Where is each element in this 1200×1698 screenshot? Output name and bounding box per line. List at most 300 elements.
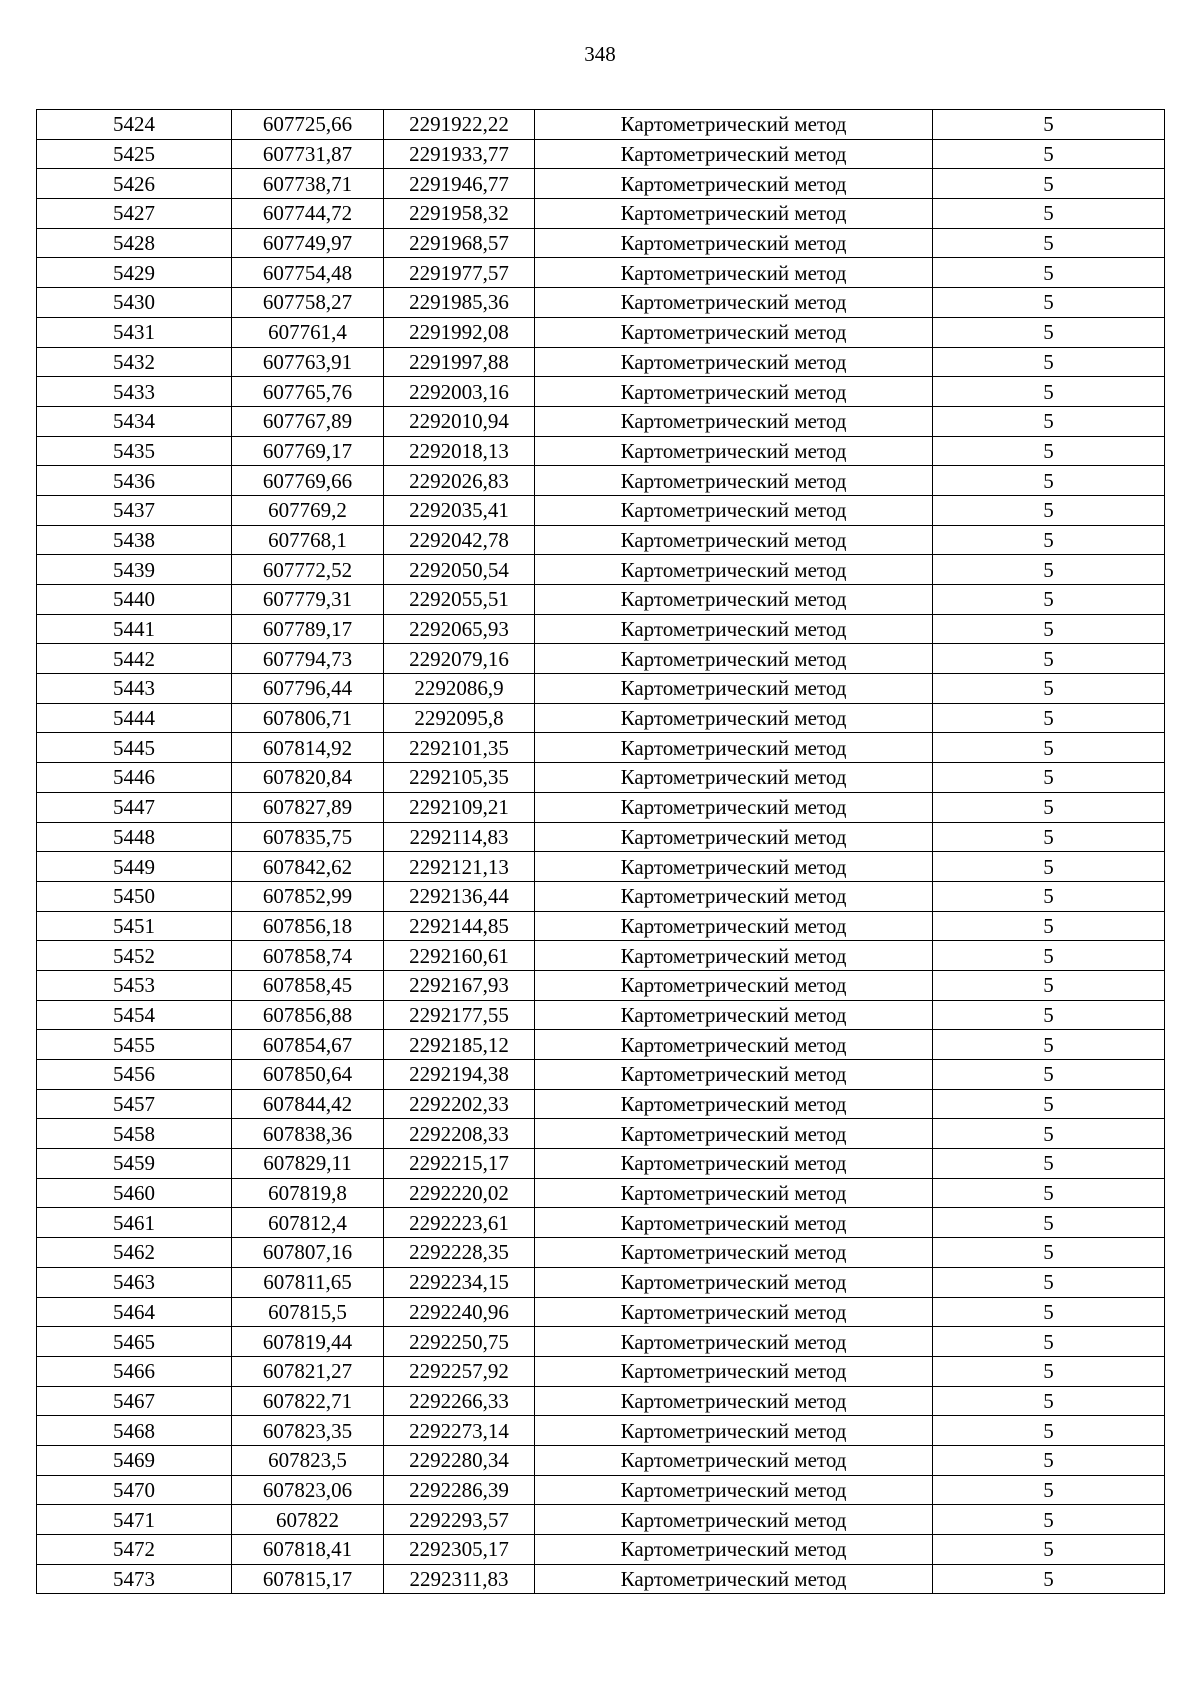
point-number-cell: 5443 [37,674,232,704]
point-number-cell: 5472 [37,1535,232,1565]
table-row [37,1386,1165,1416]
method-cell: Картометрический метод [535,1060,933,1090]
x-coordinate-cell: 607769,17 [232,436,384,466]
table-row [37,258,1165,288]
table-row [37,1535,1165,1565]
method-cell: Картометрический метод [535,1356,933,1386]
accuracy-cell: 5 [933,495,1165,525]
point-number-cell: 5468 [37,1416,232,1446]
x-coordinate-cell: 607852,99 [232,881,384,911]
table-row [37,763,1165,793]
point-number-cell: 5460 [37,1178,232,1208]
point-number-cell: 5434 [37,406,232,436]
method-cell: Картометрический метод [535,1119,933,1149]
point-number-cell: 5442 [37,644,232,674]
x-coordinate-cell: 607854,67 [232,1030,384,1060]
method-cell: Картометрический метод [535,1000,933,1030]
accuracy-cell: 5 [933,110,1165,140]
accuracy-cell: 5 [933,644,1165,674]
method-cell: Картометрический метод [535,406,933,436]
point-number-cell: 5461 [37,1208,232,1238]
method-cell: Картометрический метод [535,110,933,140]
x-coordinate-cell: 607769,2 [232,495,384,525]
method-cell: Картометрический метод [535,703,933,733]
point-number-cell: 5441 [37,614,232,644]
x-coordinate-cell: 607763,91 [232,347,384,377]
accuracy-cell: 5 [933,585,1165,615]
x-coordinate-cell: 607820,84 [232,763,384,793]
y-coordinate-cell: 2292042,78 [384,525,535,555]
method-cell: Картометрический метод [535,1535,933,1565]
point-number-cell: 5465 [37,1327,232,1357]
accuracy-cell: 5 [933,703,1165,733]
y-coordinate-cell: 2292194,38 [384,1060,535,1090]
coordinates-table [36,109,1165,1594]
x-coordinate-cell: 607822,71 [232,1386,384,1416]
x-coordinate-cell: 607850,64 [232,1060,384,1090]
y-coordinate-cell: 2292167,93 [384,970,535,1000]
x-coordinate-cell: 607844,42 [232,1089,384,1119]
point-number-cell: 5449 [37,852,232,882]
point-number-cell: 5452 [37,941,232,971]
point-number-cell: 5459 [37,1149,232,1179]
table-body [37,110,1165,1594]
accuracy-cell: 5 [933,169,1165,199]
accuracy-cell: 5 [933,970,1165,1000]
x-coordinate-cell: 607838,36 [232,1119,384,1149]
y-coordinate-cell: 2291946,77 [384,169,535,199]
x-coordinate-cell: 607796,44 [232,674,384,704]
x-coordinate-cell: 607829,11 [232,1149,384,1179]
y-coordinate-cell: 2291985,36 [384,288,535,318]
table-row [37,525,1165,555]
table-row [37,1327,1165,1357]
point-number-cell: 5470 [37,1475,232,1505]
y-coordinate-cell: 2292018,13 [384,436,535,466]
point-number-cell: 5462 [37,1238,232,1268]
y-coordinate-cell: 2292065,93 [384,614,535,644]
method-cell: Картометрический метод [535,1178,933,1208]
x-coordinate-cell: 607818,41 [232,1535,384,1565]
accuracy-cell: 5 [933,1030,1165,1060]
x-coordinate-cell: 607765,76 [232,377,384,407]
point-number-cell: 5433 [37,377,232,407]
accuracy-cell: 5 [933,1475,1165,1505]
point-number-cell: 5469 [37,1445,232,1475]
table-row [37,317,1165,347]
accuracy-cell: 5 [933,258,1165,288]
y-coordinate-cell: 2292220,02 [384,1178,535,1208]
accuracy-cell: 5 [933,1416,1165,1446]
method-cell: Картометрический метод [535,555,933,585]
y-coordinate-cell: 2292311,83 [384,1564,535,1594]
y-coordinate-cell: 2292026,83 [384,466,535,496]
y-coordinate-cell: 2292286,39 [384,1475,535,1505]
x-coordinate-cell: 607823,06 [232,1475,384,1505]
y-coordinate-cell: 2292121,13 [384,852,535,882]
y-coordinate-cell: 2292035,41 [384,495,535,525]
point-number-cell: 5431 [37,317,232,347]
table-row [37,911,1165,941]
accuracy-cell: 5 [933,1267,1165,1297]
method-cell: Картометрический метод [535,1149,933,1179]
table-row [37,852,1165,882]
point-number-cell: 5447 [37,792,232,822]
x-coordinate-cell: 607738,71 [232,169,384,199]
x-coordinate-cell: 607815,5 [232,1297,384,1327]
x-coordinate-cell: 607749,97 [232,228,384,258]
accuracy-cell: 5 [933,1149,1165,1179]
method-cell: Картометрический метод [535,1089,933,1119]
point-number-cell: 5453 [37,970,232,1000]
point-number-cell: 5466 [37,1356,232,1386]
table-row [37,644,1165,674]
y-coordinate-cell: 2291922,22 [384,110,535,140]
table-row [37,1000,1165,1030]
point-number-cell: 5424 [37,110,232,140]
y-coordinate-cell: 2292293,57 [384,1505,535,1535]
method-cell: Картометрический метод [535,1238,933,1268]
table-row [37,1505,1165,1535]
accuracy-cell: 5 [933,1356,1165,1386]
point-number-cell: 5464 [37,1297,232,1327]
accuracy-cell: 5 [933,199,1165,229]
y-coordinate-cell: 2292228,35 [384,1238,535,1268]
y-coordinate-cell: 2292079,16 [384,644,535,674]
accuracy-cell: 5 [933,525,1165,555]
y-coordinate-cell: 2292250,75 [384,1327,535,1357]
method-cell: Картометрический метод [535,228,933,258]
table-row [37,733,1165,763]
accuracy-cell: 5 [933,1535,1165,1565]
x-coordinate-cell: 607827,89 [232,792,384,822]
point-number-cell: 5451 [37,911,232,941]
method-cell: Картометрический метод [535,1386,933,1416]
y-coordinate-cell: 2291977,57 [384,258,535,288]
y-coordinate-cell: 2292105,35 [384,763,535,793]
x-coordinate-cell: 607779,31 [232,585,384,615]
point-number-cell: 5429 [37,258,232,288]
accuracy-cell: 5 [933,1178,1165,1208]
table-row [37,1060,1165,1090]
page-number: 348 [584,42,616,66]
x-coordinate-cell: 607821,27 [232,1356,384,1386]
method-cell: Картометрический метод [535,258,933,288]
method-cell: Картометрический метод [535,199,933,229]
accuracy-cell: 5 [933,466,1165,496]
y-coordinate-cell: 2292086,9 [384,674,535,704]
x-coordinate-cell: 607823,35 [232,1416,384,1446]
y-coordinate-cell: 2292215,17 [384,1149,535,1179]
x-coordinate-cell: 607823,5 [232,1445,384,1475]
method-cell: Картометрический метод [535,733,933,763]
y-coordinate-cell: 2292305,17 [384,1535,535,1565]
point-number-cell: 5456 [37,1060,232,1090]
x-coordinate-cell: 607769,66 [232,466,384,496]
y-coordinate-cell: 2292010,94 [384,406,535,436]
table-row [37,1119,1165,1149]
method-cell: Картометрический метод [535,644,933,674]
accuracy-cell: 5 [933,347,1165,377]
table-row [37,139,1165,169]
accuracy-cell: 5 [933,911,1165,941]
table-row [37,970,1165,1000]
method-cell: Картометрический метод [535,525,933,555]
method-cell: Картометрический метод [535,347,933,377]
accuracy-cell: 5 [933,1564,1165,1594]
method-cell: Картометрический метод [535,317,933,347]
x-coordinate-cell: 607806,71 [232,703,384,733]
table-row [37,228,1165,258]
y-coordinate-cell: 2291958,32 [384,199,535,229]
x-coordinate-cell: 607811,65 [232,1267,384,1297]
table-row [37,377,1165,407]
x-coordinate-cell: 607794,73 [232,644,384,674]
point-number-cell: 5439 [37,555,232,585]
accuracy-cell: 5 [933,436,1165,466]
x-coordinate-cell: 607856,18 [232,911,384,941]
method-cell: Картометрический метод [535,139,933,169]
table-row [37,288,1165,318]
method-cell: Картометрический метод [535,911,933,941]
y-coordinate-cell: 2292208,33 [384,1119,535,1149]
y-coordinate-cell: 2292202,33 [384,1089,535,1119]
table-row [37,495,1165,525]
y-coordinate-cell: 2292095,8 [384,703,535,733]
accuracy-cell: 5 [933,1000,1165,1030]
method-cell: Картометрический метод [535,822,933,852]
y-coordinate-cell: 2292234,15 [384,1267,535,1297]
y-coordinate-cell: 2292280,34 [384,1445,535,1475]
method-cell: Картометрический метод [535,288,933,318]
x-coordinate-cell: 607744,72 [232,199,384,229]
point-number-cell: 5436 [37,466,232,496]
table-row [37,1208,1165,1238]
accuracy-cell: 5 [933,1327,1165,1357]
x-coordinate-cell: 607858,45 [232,970,384,1000]
point-number-cell: 5448 [37,822,232,852]
table-row [37,614,1165,644]
method-cell: Картометрический метод [535,674,933,704]
point-number-cell: 5438 [37,525,232,555]
y-coordinate-cell: 2292055,51 [384,585,535,615]
point-number-cell: 5467 [37,1386,232,1416]
accuracy-cell: 5 [933,228,1165,258]
y-coordinate-cell: 2292273,14 [384,1416,535,1446]
table-row [37,1356,1165,1386]
accuracy-cell: 5 [933,1208,1165,1238]
method-cell: Картометрический метод [535,377,933,407]
table-row [37,406,1165,436]
table-row [37,466,1165,496]
x-coordinate-cell: 607768,1 [232,525,384,555]
table-row [37,347,1165,377]
x-coordinate-cell: 607731,87 [232,139,384,169]
method-cell: Картометрический метод [535,792,933,822]
x-coordinate-cell: 607819,44 [232,1327,384,1357]
x-coordinate-cell: 607789,17 [232,614,384,644]
point-number-cell: 5435 [37,436,232,466]
method-cell: Картометрический метод [535,169,933,199]
accuracy-cell: 5 [933,406,1165,436]
method-cell: Картометрический метод [535,495,933,525]
method-cell: Картометрический метод [535,436,933,466]
y-coordinate-cell: 2291997,88 [384,347,535,377]
y-coordinate-cell: 2292003,16 [384,377,535,407]
table-row [37,1297,1165,1327]
method-cell: Картометрический метод [535,1564,933,1594]
accuracy-cell: 5 [933,792,1165,822]
accuracy-cell: 5 [933,614,1165,644]
x-coordinate-cell: 607835,75 [232,822,384,852]
table-row [37,822,1165,852]
x-coordinate-cell: 607822 [232,1505,384,1535]
table-row [37,1178,1165,1208]
table-row [37,1416,1165,1446]
method-cell: Картометрический метод [535,585,933,615]
point-number-cell: 5437 [37,495,232,525]
y-coordinate-cell: 2292114,83 [384,822,535,852]
method-cell: Картометрический метод [535,1445,933,1475]
point-number-cell: 5445 [37,733,232,763]
point-number-cell: 5432 [37,347,232,377]
table-row [37,199,1165,229]
x-coordinate-cell: 607858,74 [232,941,384,971]
y-coordinate-cell: 2292257,92 [384,1356,535,1386]
table-row [37,1475,1165,1505]
y-coordinate-cell: 2292223,61 [384,1208,535,1238]
accuracy-cell: 5 [933,317,1165,347]
point-number-cell: 5455 [37,1030,232,1060]
x-coordinate-cell: 607842,62 [232,852,384,882]
table-row [37,941,1165,971]
accuracy-cell: 5 [933,139,1165,169]
y-coordinate-cell: 2292185,12 [384,1030,535,1060]
accuracy-cell: 5 [933,555,1165,585]
table-row [37,555,1165,585]
table-row [37,585,1165,615]
method-cell: Картометрический метод [535,852,933,882]
table-row [37,792,1165,822]
point-number-cell: 5471 [37,1505,232,1535]
accuracy-cell: 5 [933,377,1165,407]
method-cell: Картометрический метод [535,1267,933,1297]
method-cell: Картометрический метод [535,466,933,496]
table-row [37,1267,1165,1297]
point-number-cell: 5450 [37,881,232,911]
x-coordinate-cell: 607814,92 [232,733,384,763]
accuracy-cell: 5 [933,1119,1165,1149]
y-coordinate-cell: 2291992,08 [384,317,535,347]
accuracy-cell: 5 [933,1060,1165,1090]
table-row [37,1564,1165,1594]
table-row [37,881,1165,911]
table-row [37,1445,1165,1475]
accuracy-cell: 5 [933,1505,1165,1535]
accuracy-cell: 5 [933,941,1165,971]
point-number-cell: 5427 [37,199,232,229]
accuracy-cell: 5 [933,852,1165,882]
method-cell: Картометрический метод [535,1297,933,1327]
y-coordinate-cell: 2292136,44 [384,881,535,911]
method-cell: Картометрический метод [535,970,933,1000]
table-row [37,1149,1165,1179]
accuracy-cell: 5 [933,1386,1165,1416]
accuracy-cell: 5 [933,763,1165,793]
accuracy-cell: 5 [933,733,1165,763]
x-coordinate-cell: 607819,8 [232,1178,384,1208]
point-number-cell: 5463 [37,1267,232,1297]
table-row [37,169,1165,199]
y-coordinate-cell: 2292177,55 [384,1000,535,1030]
accuracy-cell: 5 [933,1297,1165,1327]
point-number-cell: 5428 [37,228,232,258]
point-number-cell: 5426 [37,169,232,199]
point-number-cell: 5473 [37,1564,232,1594]
point-number-cell: 5454 [37,1000,232,1030]
point-number-cell: 5444 [37,703,232,733]
table-row [37,1238,1165,1268]
y-coordinate-cell: 2292266,33 [384,1386,535,1416]
method-cell: Картометрический метод [535,1416,933,1446]
y-coordinate-cell: 2292050,54 [384,555,535,585]
method-cell: Картометрический метод [535,1505,933,1535]
x-coordinate-cell: 607772,52 [232,555,384,585]
x-coordinate-cell: 607815,17 [232,1564,384,1594]
x-coordinate-cell: 607758,27 [232,288,384,318]
method-cell: Картометрический метод [535,1475,933,1505]
accuracy-cell: 5 [933,674,1165,704]
method-cell: Картометрический метод [535,763,933,793]
x-coordinate-cell: 607807,16 [232,1238,384,1268]
point-number-cell: 5446 [37,763,232,793]
x-coordinate-cell: 607725,66 [232,110,384,140]
table-row [37,436,1165,466]
accuracy-cell: 5 [933,1089,1165,1119]
method-cell: Картометрический метод [535,1327,933,1357]
point-number-cell: 5425 [37,139,232,169]
accuracy-cell: 5 [933,822,1165,852]
method-cell: Картометрический метод [535,881,933,911]
point-number-cell: 5457 [37,1089,232,1119]
y-coordinate-cell: 2292109,21 [384,792,535,822]
table-row [37,703,1165,733]
table-row [37,1089,1165,1119]
y-coordinate-cell: 2291933,77 [384,139,535,169]
accuracy-cell: 5 [933,1238,1165,1268]
y-coordinate-cell: 2292101,35 [384,733,535,763]
accuracy-cell: 5 [933,288,1165,318]
accuracy-cell: 5 [933,1445,1165,1475]
x-coordinate-cell: 607812,4 [232,1208,384,1238]
y-coordinate-cell: 2291968,57 [384,228,535,258]
x-coordinate-cell: 607767,89 [232,406,384,436]
y-coordinate-cell: 2292160,61 [384,941,535,971]
method-cell: Картометрический метод [535,1030,933,1060]
table-row [37,110,1165,140]
x-coordinate-cell: 607761,4 [232,317,384,347]
table-row [37,674,1165,704]
point-number-cell: 5458 [37,1119,232,1149]
method-cell: Картометрический метод [535,1208,933,1238]
y-coordinate-cell: 2292240,96 [384,1297,535,1327]
point-number-cell: 5440 [37,585,232,615]
x-coordinate-cell: 607856,88 [232,1000,384,1030]
y-coordinate-cell: 2292144,85 [384,911,535,941]
method-cell: Картометрический метод [535,614,933,644]
x-coordinate-cell: 607754,48 [232,258,384,288]
method-cell: Картометрический метод [535,941,933,971]
